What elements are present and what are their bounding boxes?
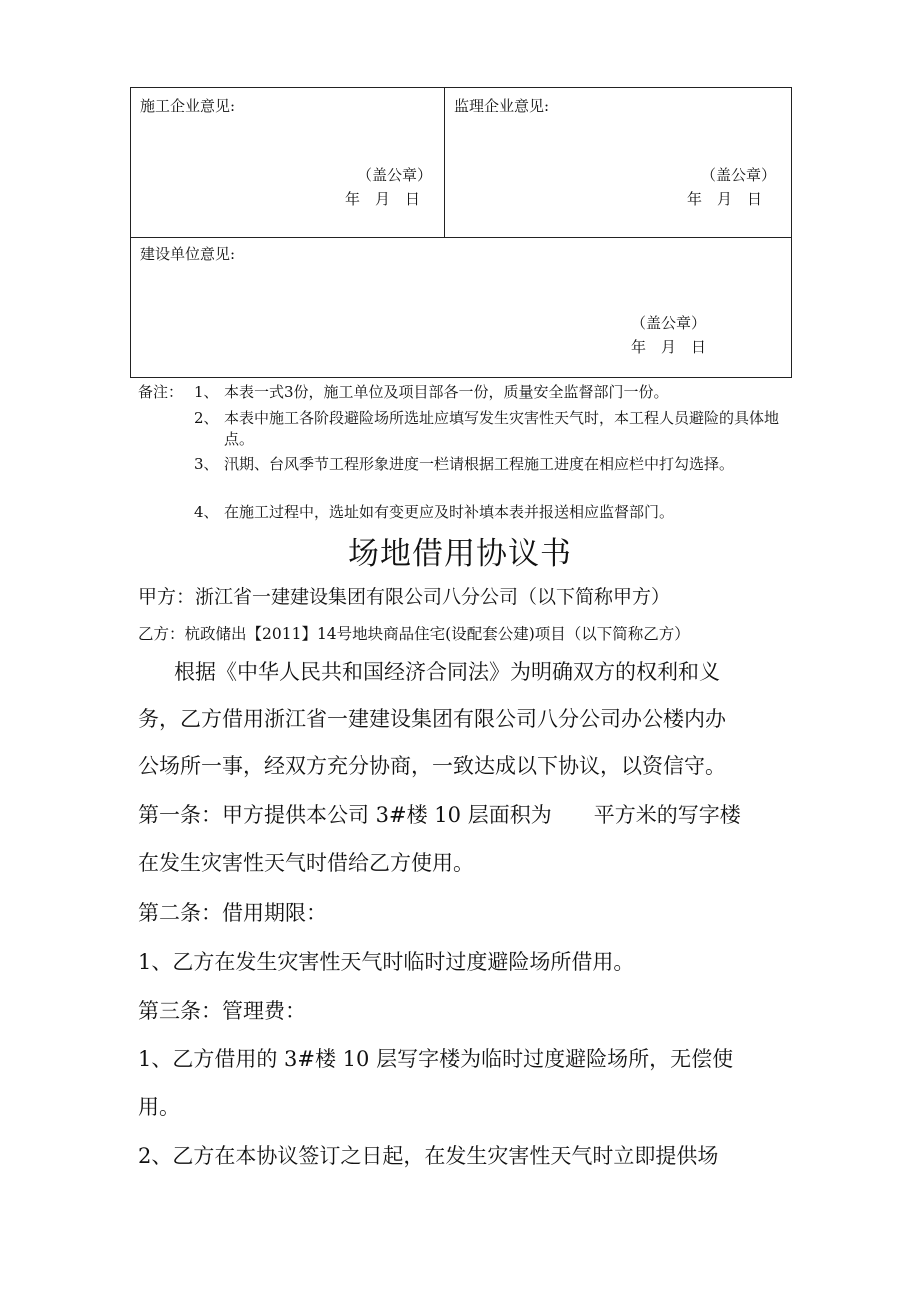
owner-opinion-label: 建设单位意见:	[140, 245, 236, 263]
body-line-3: 公场所一事，经双方充分协商，一致达成以下协议，以资信守。	[138, 754, 726, 778]
owner-seal-text: （盖公章）	[631, 314, 707, 332]
note-text: 本表一式3份，施工单位及项目部各一份，质量安全监督部门一份。	[224, 383, 669, 401]
clause-3-item-1: 1、乙方借用的 3#楼 10 层写字楼为临时过度避险场所，无偿使	[138, 1047, 734, 1071]
supervisor-opinion-cell	[445, 88, 791, 238]
clause-3-item-1-cont: 用。	[138, 1095, 180, 1119]
contractor-opinion-cell	[131, 88, 445, 238]
party-a-line: 甲方：浙江省一建建设集团有限公司八分公司（以下简称甲方）	[138, 586, 671, 608]
opinion-table	[130, 87, 792, 378]
clause-1-line: 第一条：甲方提供本公司 3#楼 10 层面积为 平方米的写字楼	[138, 803, 741, 827]
body-line-2: 务，乙方借用浙江省一建建设集团有限公司八分公司办公楼内办	[138, 707, 726, 731]
contractor-seal-text: （盖公章）	[357, 166, 433, 184]
supervisor-seal-text: （盖公章）	[701, 166, 777, 184]
clause-3-item-2: 2、乙方在本协议签订之日起，在发生灾害性天气时立即提供场	[138, 1144, 719, 1168]
notes-heading: 备注：	[138, 383, 184, 401]
note-text: 在施工过程中，选址如有变更应及时补填本表并报送相应监督部门。	[224, 503, 675, 521]
note-text: 本表中施工各阶段避险场所选址应填写发生灾害性天气时，本工程人员避险的具体地点。	[224, 409, 780, 448]
clause-2-heading: 第二条：借用期限：	[138, 901, 327, 925]
contractor-date-text: 年 月 日	[345, 190, 421, 208]
supervisor-opinion-label: 监理企业意见:	[454, 97, 550, 115]
contractor-opinion-label: 施工企业意见:	[140, 97, 236, 115]
party-b-line: 乙方：杭政储出【2011】14号地块商品住宅(设配套公建)项目（以下简称乙方）	[138, 625, 690, 643]
note-text: 汛期、台风季节工程形象进度一栏请根据工程施工进度在相应栏中打勾选择。	[224, 455, 735, 473]
note-number: 4、	[194, 503, 219, 521]
clause-1-line-2: 在发生灾害性天气时借给乙方使用。	[138, 851, 474, 875]
body-line-1: 根据《中华人民共和国经济合同法》为明确双方的权利和义	[174, 660, 720, 684]
note-number: 2、	[194, 409, 219, 427]
owner-opinion-cell	[131, 238, 791, 377]
owner-date-text: 年 月 日	[631, 338, 707, 356]
clause-3-heading: 第三条：管理费：	[138, 999, 306, 1023]
note-number: 1、	[194, 383, 219, 401]
agreement-title: 场地借用协议书	[348, 536, 572, 572]
note-number: 3、	[194, 455, 219, 473]
clause-2-item-1: 1、乙方在发生灾害性天气时临时过度避险场所借用。	[138, 950, 635, 974]
supervisor-date-text: 年 月 日	[687, 190, 763, 208]
